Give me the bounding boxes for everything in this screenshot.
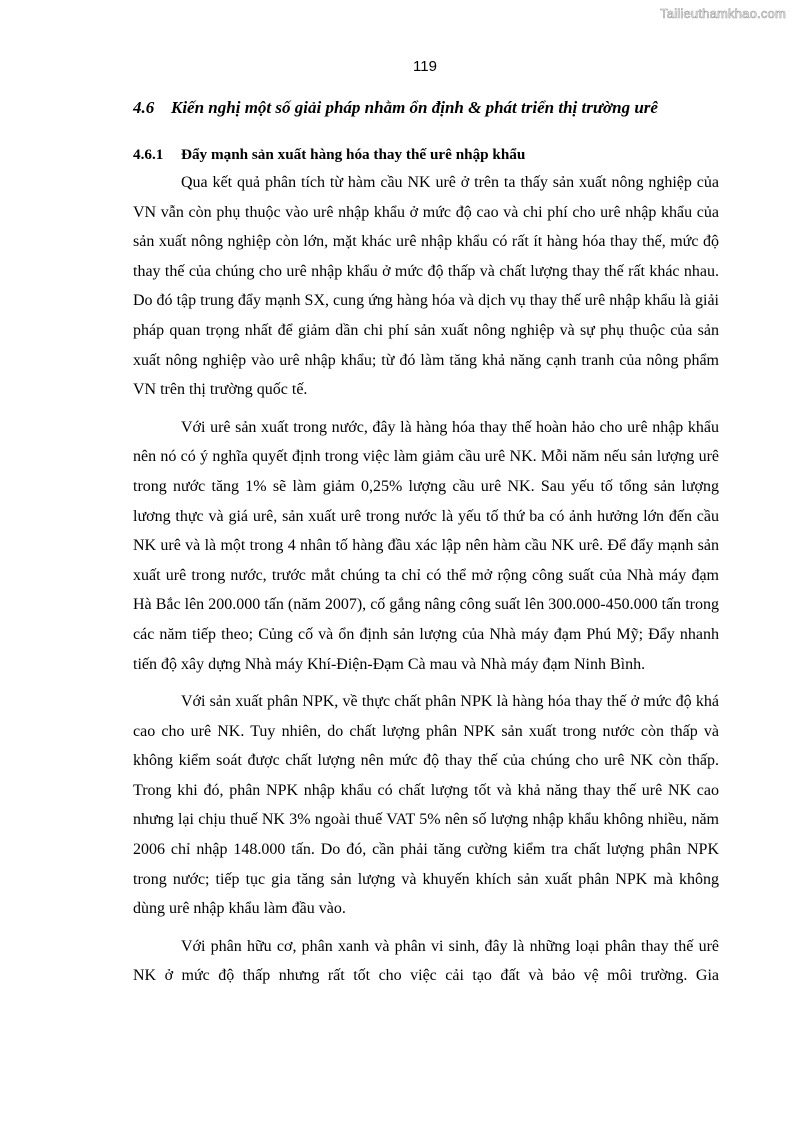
document-body	[133, 94, 719, 991]
subsection-heading	[133, 142, 719, 168]
section-number: 4.6	[133, 98, 155, 117]
watermark: Tailieuthamkhao.com	[660, 6, 786, 21]
section-heading	[133, 94, 719, 122]
paragraph-1: Qua kết quả phân tích từ hàm cầu NK urê ở trên ta thấy sản xuất nông nghiệp của VN vẫn còn phụ thuộc vào urê nhập khẩu ở mức độ cao và chi phí cho urê nhập khẩu của sản xuất nông nghiệp còn lớn, mặt khác urê nhập khẩu có rất ít hàng hóa thay thế, mức độ thay thế của chúng cho urê nhập khẩu ở mức độ thấp và chất lượng thay thế rất khác nhau. Do đó tập trung đẩy mạnh SX, cung ứng hàng hóa và dịch vụ thay thế urê nhập khẩu là giải pháp quan trọng nhất để giảm dần chi phí sản xuất nông nghiệp và sự phụ thuộc của sản xuất nông nghiệp vào urê nhập khẩu; từ đó làm tăng khả năng cạnh tranh của nông phẩm VN trên thị trường quốc tế.	[133, 174, 719, 399]
paragraph-4: Với phân hữu cơ, phân xanh và phân vi sinh, đây là những loại phân thay thế urê NK ở mức độ thấp nhưng rất tốt cho việc cải tạo đất và bảo vệ môi trường. Gia	[133, 937, 719, 985]
paragraph-2: Với urê sản xuất trong nước, đây là hàng hóa thay thế hoàn hảo cho urê nhập khẩu nên nó có ý nghĩa quyết định trong việc làm giảm cầu urê NK. Mỗi năm nếu sản lượng urê trong nước tăng 1% sẽ làm giảm 0,25% lượng cầu urê NK. Sau yếu tố tổng sản lượng lương thực và giá urê, sản xuất urê trong nước là yếu tố thứ ba có ảnh hưởng lớn đến cầu NK urê và là một trong 4 nhân tố hàng đầu xác lập nên hàm cầu NK urê. Để đẩy mạnh sản xuất urê trong nước, trước mắt chúng ta chỉ có thể mở rộng công suất của Nhà máy đạm Hà Bắc lên 200.000 tấn (năm 2007), cố gắng nâng công suất lên 300.000-450.000 tấn trong các năm tiếp theo; Củng cố và ổn định sản lượng của Nhà máy đạm Phú Mỹ; Đẩy nhanh tiến độ xây dựng Nhà máy Khí-Điện-Đạm Cà mau và Nhà máy đạm Ninh Bình.	[133, 418, 719, 673]
paragraph-3: Với sản xuất phân NPK, về thực chất phân NPK là hàng hóa thay thế ở mức độ khá cao cho urê NK. Tuy nhiên, do chất lượng phân NPK sản xuất trong nước còn thấp và không kiểm soát được chất lượng nên mức độ thay thế của chúng cho urê NK còn thấp. Trong khi đó, phân NPK nhập khẩu có chất lượng tốt và khả năng thay thế urê NK cao nhưng lại chịu thuế NK 3% ngoài thuế VAT 5% nên số lượng nhập khẩu không nhiều, năm 2006 chỉ nhập 148.000 tấn. Do đó, cần phải tăng cường kiểm tra chất lượng phân NPK trong nước; tiếp tục gia tăng sản lượng và khuyến khích sản xuất phân NPK mà không dùng urê nhập khẩu làm đầu vào.	[133, 693, 719, 918]
page-number: 119	[413, 58, 437, 75]
subsection-title: Đẩy mạnh sản xuất hàng hóa thay thế urê nhập khẩu	[181, 146, 526, 163]
subsection-number: 4.6.1	[133, 146, 164, 163]
section-title: Kiến nghị một số giải pháp nhằm ổn định & phát triển thị trường urê	[171, 98, 658, 117]
